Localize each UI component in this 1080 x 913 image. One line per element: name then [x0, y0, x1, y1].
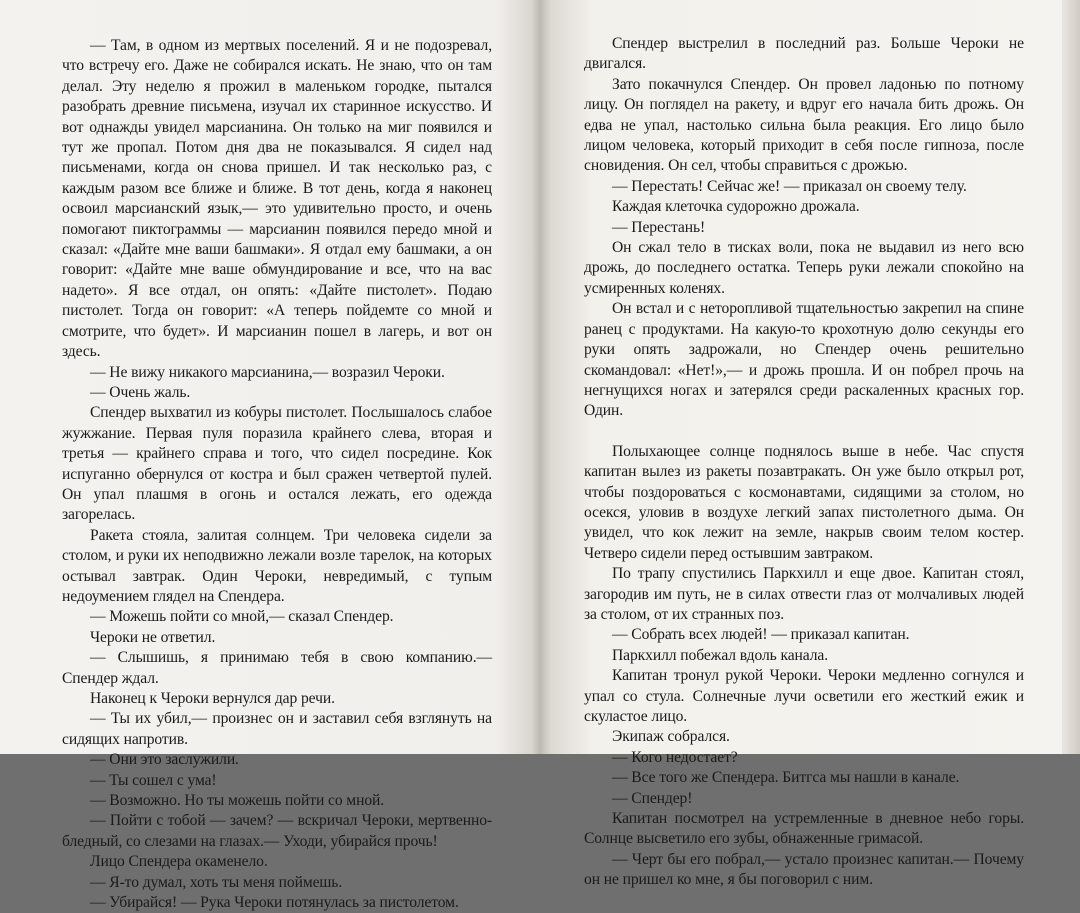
section-break	[584, 422, 1024, 442]
paragraph: Ракета стояла, залитая солнцем. Три человека сидели за столом, и руки их неподвижно лежали возле тарелок, на которых остывал завтрак. Один Чероки, невредимый, с тупым недоумением глядел на Спендера.	[62, 526, 492, 605]
paragraph: — Можешь пойти со мной,— сказал Спендер.	[90, 608, 394, 626]
paragraph: — Перестать! Сейчас же! — приказал он своему телу.	[612, 177, 967, 195]
paragraph: — Перестань!	[612, 218, 706, 236]
paragraph: — Кого недостает?	[612, 748, 738, 766]
paragraph: Полыхающее солнце поднялось выше в небе. Час спустя капитан вылез из ракеты позавтракать. Он уже было открыл рот, чтобы поздороваться с космонавтами, сидящими за столом, но осекся, уловив в воздухе легкий запах пистолетного дыма. Он увидел, что кок лежит на земле, накрыв своим телом костер. Четверо сидели перед остывшим завтраком.	[584, 442, 1024, 562]
paragraph: — Ты их убил,— произнес он и заставил себя взглянуть на сидящих напротив.	[62, 710, 492, 748]
paragraph: Наконец к Чероки вернулся дар речи.	[90, 690, 335, 707]
paragraph: Спендер выстрелил в последний раз. Больше Чероки не двигался.	[584, 35, 1024, 73]
paragraph: Паркхилл побежал вдоль канала.	[612, 646, 829, 664]
paragraph: Каждая клеточка судорожно дрожала.	[612, 198, 860, 216]
page-edge	[1062, 0, 1080, 754]
paragraph: Он сжал тело в тисках воли, пока не выдавил из него всю дрожь, до последнего остатка. Теперь руки лежали спокойно на усмиренных коленях.	[584, 239, 1024, 297]
paragraph: — Там, в одном из мертвых поселений. Я и не подозревал, что встречу его. Даже не собирался искать. Не знаю, что он там делал. Эту неделю я прожил в маленьком городке, пытался разобрать древние письмена, изучал их старинное искусство. И вот однажды увидел марсианина. Он только на миг появился и тут же пропал. Потом дня два не показывался. Я сидел над письменами, когда он снова пришел. И так несколько раз, с каждым разом все ближе и ближе. В тот день, когда я наконец освоил марсианский язык,— это удивительно просто, и очень помогают пиктограммы — марсианин появился передо мной и сказал: «Дайте мне ваши башмаки». Я отдал ему башмаки, а он говорит: «Дайте мне ваше обмундирование и все, что на вас надето». Я все отдал, он опять: «Дайте пистолет». Подаю пистолет. Тогда он говорит: «А теперь пойдемте со мной и смотрите, что будет». И марсианин пошел в лагерь, и вот он здесь.	[62, 37, 492, 361]
paragraph: Экипаж собрался.	[612, 728, 730, 746]
left-page-text	[62, 36, 492, 913]
paragraph: — Очень жаль.	[90, 383, 191, 401]
paragraph: По трапу спустились Паркхилл и еще двое. Капитан стоял, загородив им путь, не в силах отвести глаз от молчаливых людей за столом, от их странных поз.	[584, 565, 1024, 623]
paragraph: — Возможно. Но ты можешь пойти со мной.	[90, 792, 385, 810]
paragraph: — Спендер!	[612, 789, 693, 807]
paragraph: Спендер выхватил из кобуры пистолет. Послышалось слабое жужжание. Первая пуля поразила крайнего слева, вторая и третья — крайнего справа и того, что сидел посредине. Кок испуганно обернулся от костра и был сражен четвертой пулей. Он упал плашмя в огонь и остался лежать, его одежда загорелась.	[62, 404, 492, 524]
paragraph: Чероки не ответил.	[90, 628, 216, 646]
paragraph: — Слышишь, я принимаю тебя в свою компанию.— Спендер ждал.	[62, 649, 492, 687]
paragraph: — Не вижу никакого марсианина,— возразил Чероки.	[90, 363, 445, 381]
paragraph: — Черт бы его побрал,— устало произнес капитан.— Почему он не пришел ко мне, я бы поговорил с ним.	[584, 850, 1024, 889]
paragraph: Капитан тронул рукой Чероки. Чероки медленно согнулся и упал со стула. Солнечные лучи осветили его жесткий ежик и скуластое лицо.	[584, 667, 1024, 725]
paragraph: — Пойти с тобой — зачем? — вскричал Чероки, мертвенно-бледный, со слезами на глазах.— Уходи, убирайся прочь!	[62, 812, 492, 850]
right-page-text	[584, 34, 1024, 891]
paragraph: — Собрать всех людей! — приказал капитан.	[612, 626, 910, 644]
paragraph: Капитан посмотрел на устремленные в дневное небо горы. Солнце высветило его зубы, обнаженные гримасой.	[584, 810, 1024, 848]
paragraph: Зато покачнулся Спендер. Он провел ладонью по потному лицу. Он поглядел на ракету, и вдруг его начала бить дрожь. Он едва не упал, настолько сильна была реакция. Его лицо было лицом человека, который приходит в себя после гипноза, после сновидения. Он сел, чтобы справиться с дрожью.	[584, 75, 1024, 175]
paragraph: — Я-то думал, хоть ты меня поймешь.	[90, 873, 343, 891]
paragraph: Он встал и с неторопливой тщательностью закрепил на спине ранец с продуктами. На какую-то крохотную долю секунды его руки опять задрожали, но Спендер очень решительно скомандовал: «Нет!»,— и дрожь прошла. И он побрел прочь на негнущихся ногах и затерялся среди раскаленных красных гор. Один.	[584, 300, 1024, 420]
paragraph: — Все того же Спендера. Битгса мы нашли в канале.	[612, 769, 960, 787]
paragraph: — Убирайся! — Рука Чероки потянулась за пистолетом.	[90, 894, 459, 912]
paragraph: — Они это заслужили.	[90, 751, 239, 769]
paragraph: — Ты сошел с ума!	[90, 771, 217, 789]
paragraph: Лицо Спендера окаменело.	[90, 853, 268, 871]
